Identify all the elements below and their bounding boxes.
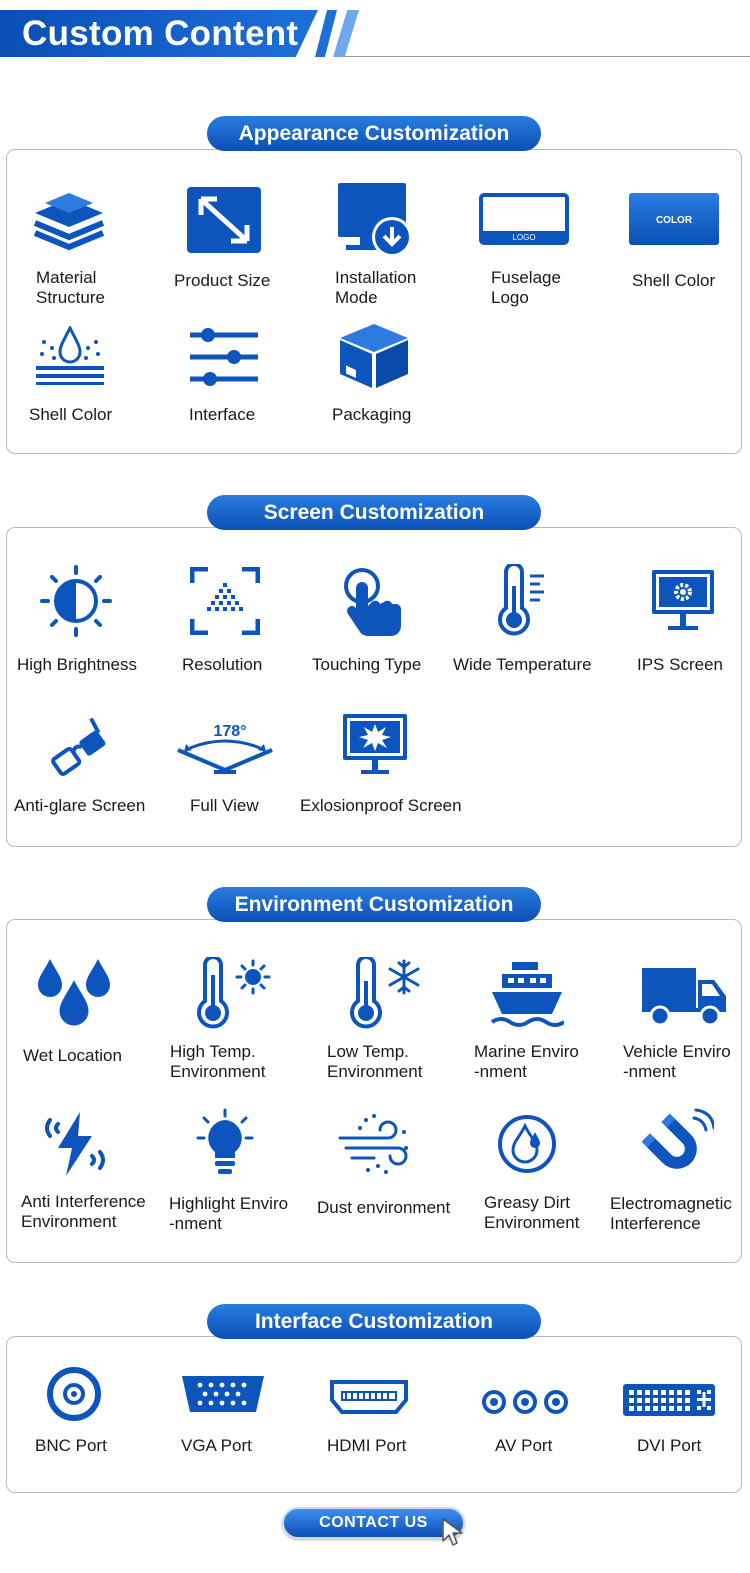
item-label: Marine Enviro -nment bbox=[474, 1042, 579, 1081]
item-label: Full View bbox=[190, 796, 259, 815]
thermometer-snowflake-icon bbox=[348, 957, 424, 1031]
brightness-icon bbox=[40, 565, 112, 637]
touch-hand-icon bbox=[340, 566, 402, 638]
item-label: Fuselage Logo bbox=[491, 268, 561, 307]
wind-dust-icon bbox=[338, 1112, 412, 1176]
svg-text:178°: 178° bbox=[213, 723, 247, 740]
layers-icon bbox=[33, 183, 105, 255]
resolution-frame-icon bbox=[190, 567, 260, 635]
cursor-arrow-icon bbox=[440, 1517, 466, 1547]
item-label: Greasy Dirt Environment bbox=[484, 1193, 580, 1232]
item-label: HDMI Port bbox=[327, 1436, 407, 1455]
resize-arrow-icon bbox=[187, 187, 261, 253]
item-label: High Temp. Environment bbox=[170, 1042, 266, 1081]
bnc-port-icon bbox=[46, 1366, 102, 1422]
logo-frame-icon bbox=[479, 193, 569, 245]
item-label: Shell Color bbox=[29, 405, 113, 424]
dvi-port-icon bbox=[621, 1382, 717, 1418]
item-label: Interface bbox=[189, 405, 256, 424]
thermometer-sun-icon bbox=[195, 957, 273, 1031]
item-label: Dust environment bbox=[317, 1198, 451, 1217]
item-label: Installation Mode bbox=[335, 268, 417, 307]
item-label: Shell Color bbox=[632, 271, 716, 290]
item-label: Touching Type bbox=[312, 655, 422, 674]
page-title: Custom Content bbox=[22, 14, 299, 53]
item-label: Packaging bbox=[332, 405, 412, 424]
section-title-environment: Environment Customization bbox=[207, 887, 541, 922]
item-label: Vehicle Enviro -nment bbox=[623, 1042, 731, 1081]
hdmi-port-icon bbox=[330, 1378, 408, 1414]
item-label: Wet Location bbox=[23, 1046, 122, 1065]
oil-drop-circle-icon bbox=[497, 1114, 557, 1174]
header-stripe bbox=[315, 10, 337, 57]
item-label: Product Size bbox=[174, 271, 271, 290]
item-label: BNC Port bbox=[35, 1436, 107, 1455]
glasses-icon bbox=[46, 718, 108, 780]
water-drop-surface-icon bbox=[34, 326, 106, 386]
item-label: DVI Port bbox=[637, 1436, 702, 1455]
item-label: Low Temp. Environment bbox=[327, 1042, 423, 1081]
item-label: IPS Screen bbox=[637, 655, 723, 674]
item-label: Anti-glare Screen bbox=[14, 796, 146, 815]
box-icon bbox=[338, 322, 410, 390]
ship-icon bbox=[490, 960, 564, 1028]
lightning-signal-icon bbox=[40, 1110, 110, 1178]
section-title-screen: Screen Customization bbox=[207, 495, 541, 530]
thermometer-icon bbox=[496, 564, 548, 638]
svg-text:LOGO: LOGO bbox=[512, 233, 536, 242]
monitor-gear-icon bbox=[650, 568, 716, 634]
item-label: Highlight Enviro -nment bbox=[169, 1194, 289, 1233]
contact-us-button[interactable]: CONTACT US bbox=[282, 1507, 465, 1539]
svg-text:COLOR: COLOR bbox=[655, 215, 693, 226]
page-header bbox=[0, 0, 750, 60]
item-label: VGA Port bbox=[181, 1436, 252, 1455]
magnet-icon bbox=[642, 1106, 714, 1178]
color-panel-icon bbox=[629, 193, 719, 245]
header-divider bbox=[340, 56, 750, 57]
header-stripe-light bbox=[333, 10, 359, 57]
item-label: AV Port bbox=[495, 1436, 553, 1455]
lightbulb-icon bbox=[196, 1108, 254, 1176]
item-label: Resolution bbox=[182, 655, 263, 674]
vga-port-icon bbox=[180, 1372, 266, 1416]
monitor-download-icon bbox=[336, 183, 414, 257]
item-label: High Brightness bbox=[17, 655, 138, 674]
monitor-explosion-icon bbox=[341, 712, 409, 778]
truck-icon bbox=[640, 964, 728, 1028]
water-drops-icon bbox=[36, 957, 112, 1029]
item-label: Material Structure bbox=[36, 268, 105, 307]
viewing-angle-icon bbox=[176, 720, 274, 776]
section-title-interface: Interface Customization bbox=[207, 1304, 541, 1339]
item-label: Electromagnetic Interference bbox=[610, 1194, 732, 1233]
section-title-appearance: Appearance Customization bbox=[207, 116, 541, 151]
av-port-icon bbox=[480, 1388, 570, 1416]
item-label: Exlosionproof Screen bbox=[300, 796, 462, 815]
item-label: Wide Temperature bbox=[453, 655, 592, 674]
item-label: Anti Interference Environment bbox=[21, 1192, 146, 1231]
sliders-icon bbox=[188, 327, 260, 387]
